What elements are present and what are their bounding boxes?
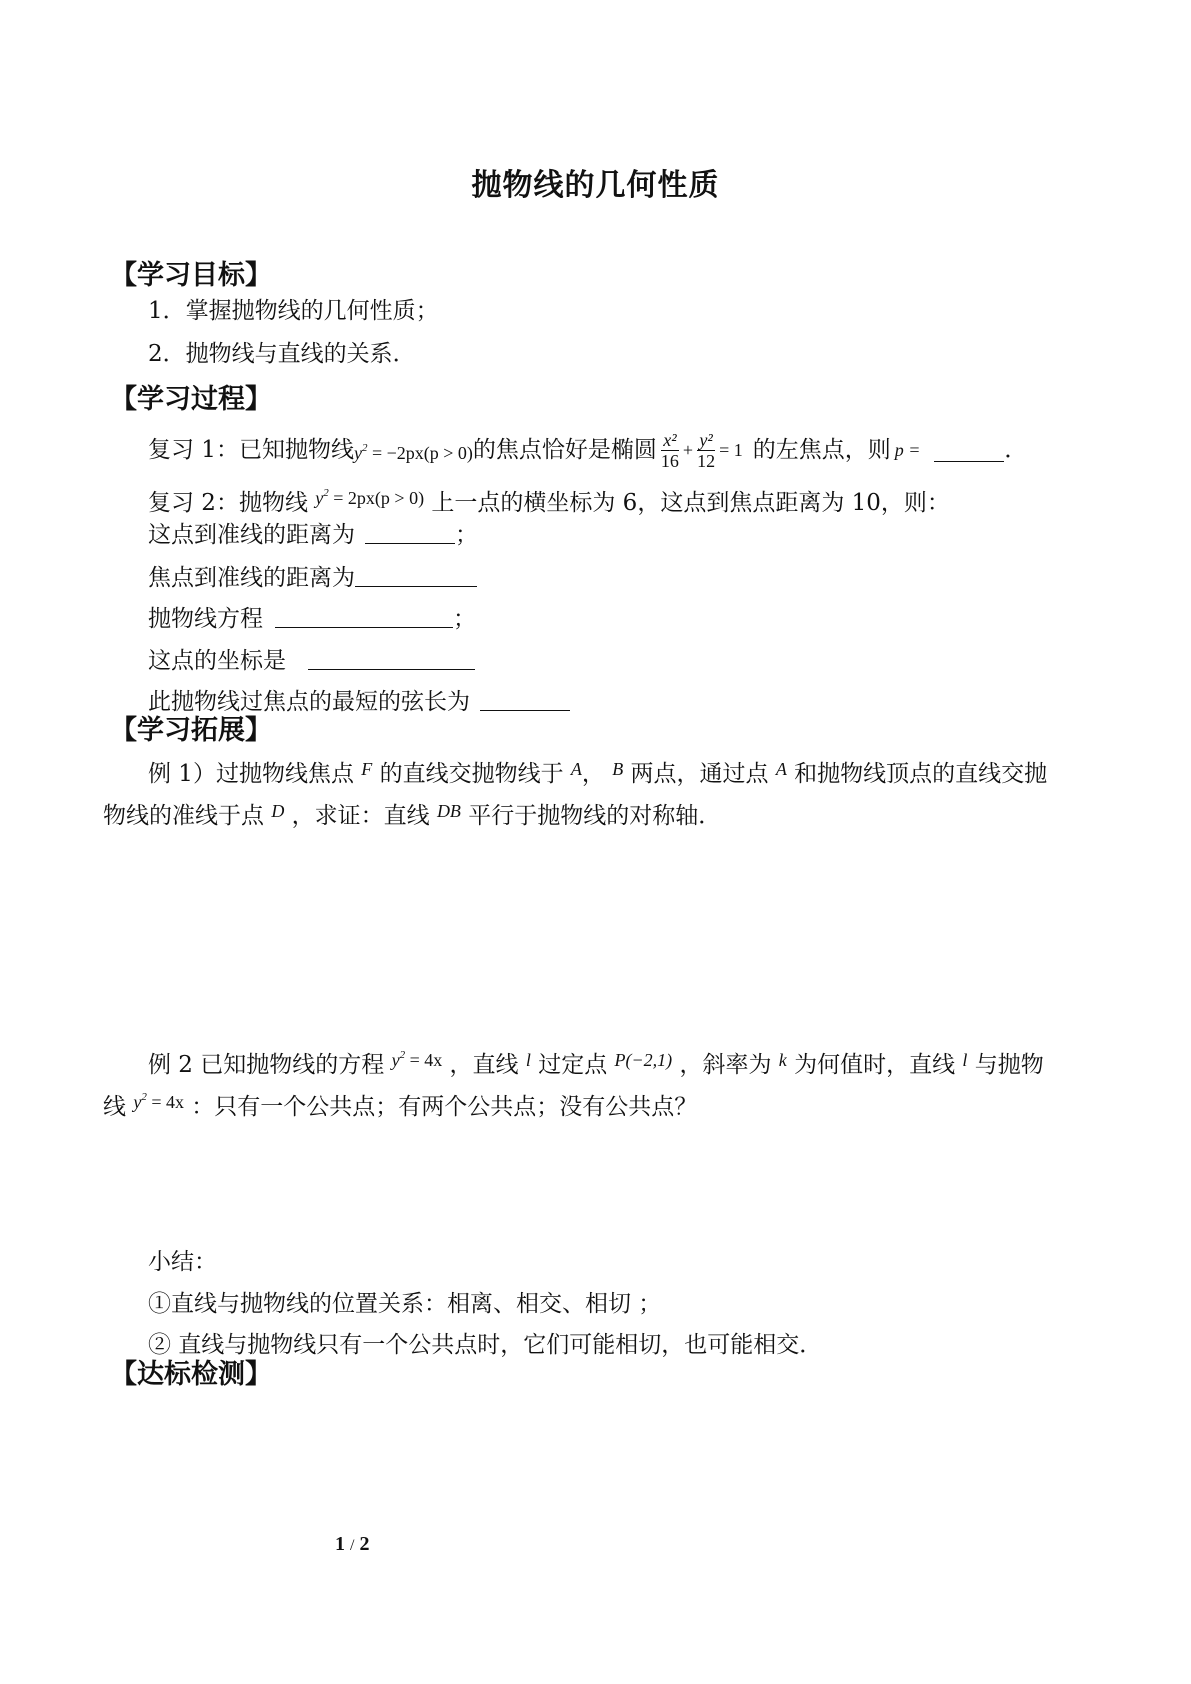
review-1-end: ． bbox=[1004, 437, 1028, 463]
review-2 bbox=[148, 478, 950, 518]
line-l-2: l bbox=[962, 1050, 968, 1070]
answer-blank-5[interactable] bbox=[480, 688, 570, 711]
page-number: 1 / 2 bbox=[335, 1533, 370, 1555]
section-heading-check: 【达标检测】 bbox=[110, 1359, 272, 1390]
example-2-line-1: 例 2 已知抛物线的方程 $^{y^2 = 4x}$ ，直线 $^l$ 过定点 $^{P(-2,1)}$ ，斜率为 $^k$ 为何值时，直线 $^l$ 与抛物 bbox=[148, 1049, 1044, 1078]
example-2-line-2: 线 $^{y^2 = 4x}$ ：只有一个公共点；有两个公共点；没有公共点？ bbox=[103, 1091, 698, 1120]
line-l: l bbox=[525, 1050, 531, 1070]
summary-item-1: ①直线与抛物线的位置关系：相离、相交、相切 ； bbox=[148, 1291, 662, 1317]
summary-item-2: ② 直线与抛物线只有一个公共点时，它们可能相切，也可能相交． bbox=[148, 1332, 823, 1358]
section-heading-goals: 【学习目标】 bbox=[110, 260, 272, 291]
answer-blank-p[interactable] bbox=[934, 439, 1004, 462]
goal-item-1: 1．掌握抛物线的几何性质； bbox=[148, 298, 439, 324]
goal-item-2: 2．抛物线与直线的关系． bbox=[148, 341, 416, 367]
p-variable: p = bbox=[894, 440, 921, 460]
parabola-4x: y2 = 4x bbox=[391, 1049, 443, 1070]
plus-sign: + bbox=[682, 440, 694, 460]
example-1-line-1: 例 1）过抛物线焦点 $^F$ 的直线交抛物线于 $^A$， $^B$ 两点，通过点 $^A$ 和抛物线顶点的直线交抛 bbox=[148, 759, 1048, 787]
review-2-question-3: 抛物线方程 ； bbox=[148, 606, 476, 632]
answer-blank-3[interactable] bbox=[275, 605, 453, 628]
point-A: A bbox=[570, 759, 582, 779]
review-1-tail: 的左焦点，则 bbox=[752, 437, 891, 463]
review-1-mid: 的焦点恰好是椭圆 bbox=[472, 437, 657, 463]
answer-blank-2[interactable] bbox=[355, 564, 477, 587]
ellipse-rhs: = 1 bbox=[719, 440, 743, 460]
answer-blank-1[interactable] bbox=[365, 521, 455, 544]
review-2-tail: 上一点的横坐标为 6，这点到焦点距离为 10，则： bbox=[431, 490, 950, 516]
slope-k: k bbox=[778, 1050, 787, 1070]
point-F: F bbox=[361, 759, 373, 779]
point-D: D bbox=[271, 801, 285, 821]
parabola-4x-2: y2 = 4x bbox=[133, 1091, 184, 1112]
review-2-question-1: 这点到准线的距离为 ； bbox=[148, 522, 478, 548]
review-2-question-2: 焦点到准线的距离为 bbox=[148, 563, 477, 593]
line-DB: DB bbox=[436, 801, 461, 821]
parabola-equation-pos: y2 = 2px(p > 0) bbox=[315, 487, 425, 508]
ellipse-x-term: $\frac{\text{x²}}{16}$ bbox=[660, 429, 679, 471]
review-2-question-4: 这点的坐标是 bbox=[148, 646, 475, 676]
page-title: 抛物线的几何性质 bbox=[471, 168, 720, 203]
summary-heading: 小结： bbox=[148, 1249, 217, 1275]
point-B: B bbox=[612, 759, 624, 779]
section-heading-extend: 【学习拓展】 bbox=[110, 715, 272, 746]
parabola-equation-neg: $y^2 = -2px(p > 0)$ bbox=[353, 441, 473, 463]
review-2-question-5: 此抛物线过焦点的最短的弦长为 bbox=[148, 687, 570, 717]
point-P: P(−2,1) bbox=[614, 1050, 673, 1070]
ellipse-y-term: $\frac{\text{y²}}{12}$ bbox=[697, 429, 716, 471]
point-A-2: A bbox=[775, 759, 787, 779]
example-1-line-2: 物线的准线于点 $^D$ ，求证：直线 $^{DB}$ 平行于抛物线的对称轴． bbox=[103, 801, 722, 829]
answer-blank-4[interactable] bbox=[308, 647, 475, 670]
section-heading-process: 【学习过程】 bbox=[110, 384, 272, 415]
review-2-lead: 复习 2：抛物线 bbox=[148, 490, 308, 516]
review-1 bbox=[148, 420, 1027, 480]
review-1-lead: 复习 1：已知抛物线 bbox=[148, 437, 354, 463]
